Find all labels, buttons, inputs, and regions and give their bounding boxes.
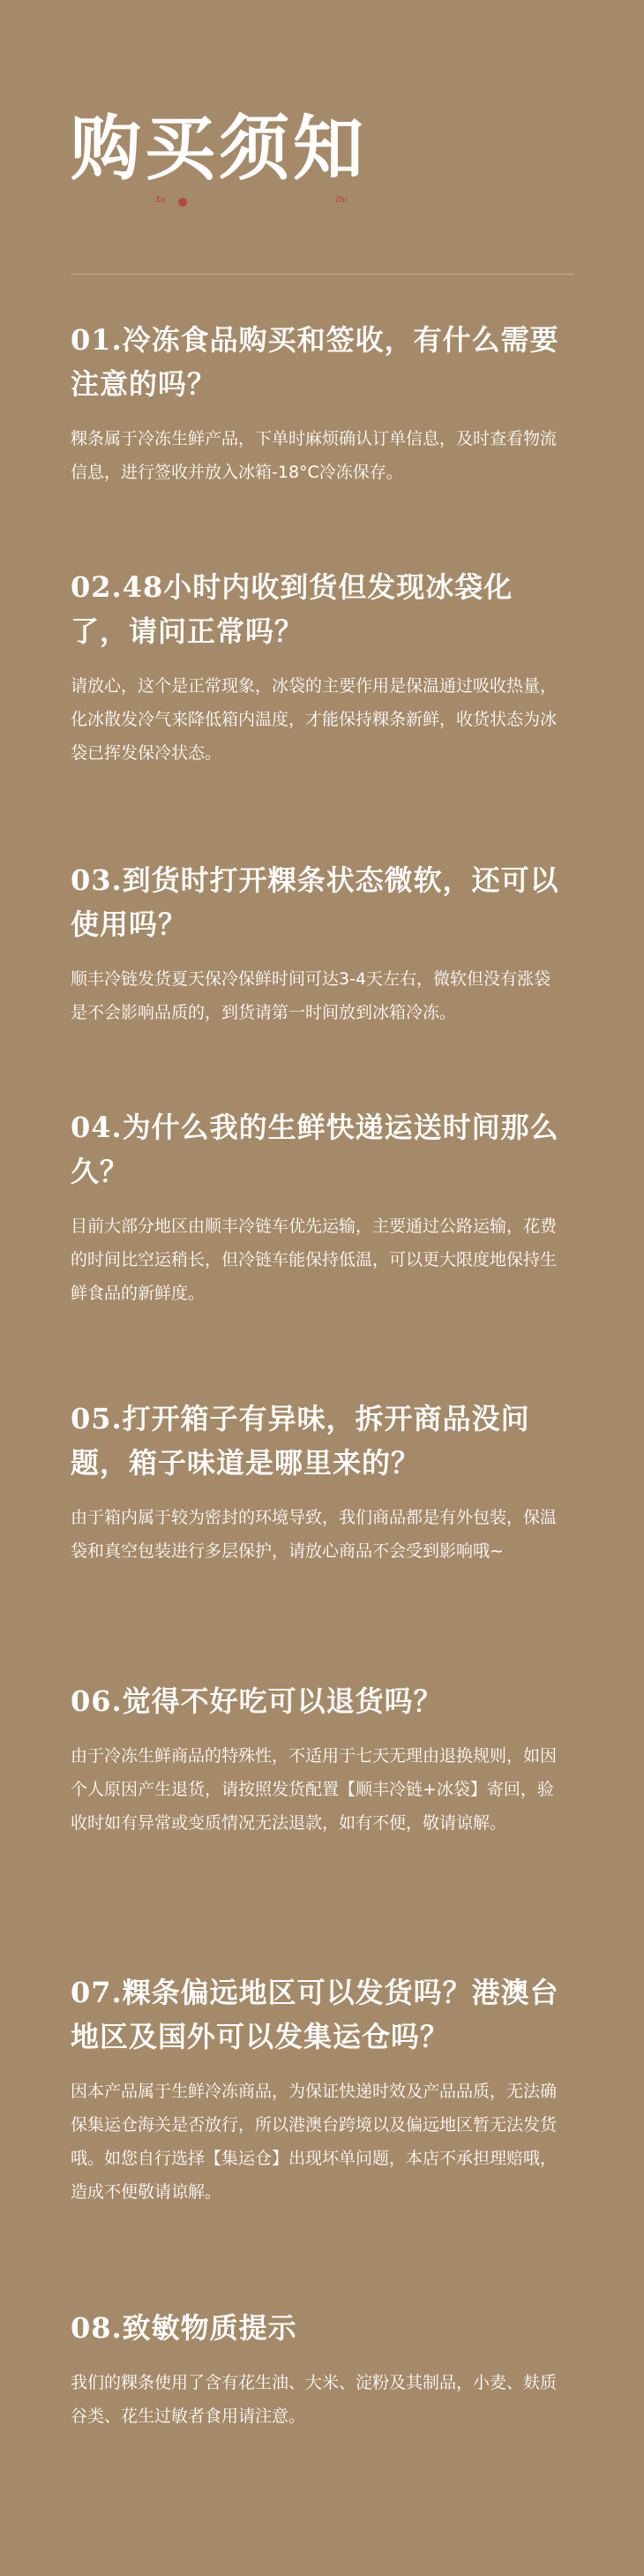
faq-question: 02.48小时内收到货但发现冰袋化了，请问正常吗？ — [71, 570, 513, 648]
faq-item-3 — [71, 858, 565, 1029]
header — [71, 104, 573, 210]
page-title: 购买须知 — [71, 107, 367, 190]
faq-answer: 由于冷冻生鲜商品的特殊性，不适用于七天无理由退换规则，如因个人原因产生退货，请按照发货配置【顺丰冷链+冰袋】寄回，验收时如有异常或变质情况无法退款，如有不便，敬请谅解。 — [71, 1746, 558, 1833]
faq-item-2 — [71, 565, 565, 770]
faq-answer: 请放心，这个是正常现象，冰袋的主要作用是保温通过吸收热量，化冰散发冷气来降低箱内温度，才能保持粿条新鲜，收货状态为冰袋已挥发保冷状态。 — [71, 676, 558, 763]
faq-answer: 粿条属于冷冻生鲜产品，下单时麻烦确认订单信息，及时查看物流信息，进行签收并放入冰箱-18°C冷冻保存。 — [71, 429, 558, 482]
faq-question: 07.粿条偏远地区可以发货吗？港澳台地区及国外可以发集运仓吗？ — [71, 1976, 559, 2053]
faq-question: 05.打开箱子有异味，拆开商品没问题，箱子味道是哪里来的？ — [71, 1402, 530, 1480]
faq-item-5 — [71, 1397, 565, 1568]
faq-item-6 — [71, 1679, 565, 1840]
faq-item-8 — [71, 2306, 565, 2433]
title-roman-right: Zhi — [335, 195, 348, 205]
faq-answer: 目前大部分地区由顺丰冷链车优先运输，主要通过公路运输，花费的时间比空运稍长，但冷链车能保持低温，可以更大限度地保持生鲜食品的新鲜度。 — [71, 1216, 558, 1303]
faq-question: 06.觉得不好吃可以退货吗？ — [71, 1684, 443, 1718]
faq-answer: 顺丰冷链发货夏天保冷保鲜时间可达3-4天左右，微软但没有涨袋是不会影响品质的，到货请第一时间放到冰箱冷冻。 — [71, 969, 551, 1022]
faq-item-1 — [71, 318, 565, 489]
faq-item-4 — [71, 1105, 565, 1310]
faq-item-7 — [71, 1970, 565, 2209]
faq-question: 01.冷冻食品购买和签收，有什么需要注意的吗？ — [71, 323, 559, 401]
title-roman-left: Xu — [155, 195, 166, 205]
faq-question: 03.到货时打开粿条状态微软，还可以使用吗？ — [71, 863, 559, 941]
faq-answer: 我们的粿条使用了含有花生油、大米、淀粉及其制品，小麦、麸质谷类、花生过敏者食用请注意。 — [71, 2373, 558, 2426]
faq-answer: 因本产品属于生鲜冷冻商品，为保证快递时效及产品品质，无法确保集运仓海关是否放行，所以港澳台跨境以及偏远地区暂无法发货哦。如您自行选择【集运仓】出现坏单问题，本店不承担理赔哦，造成不便敬请谅解。 — [71, 2082, 558, 2202]
faq-answer: 由于箱内属于较为密封的环境导致，我们商品都是有外包装，保温袋和真空包装进行多层保护，请放心商品不会受到影响哦~ — [71, 1508, 558, 1561]
header-divider — [71, 274, 573, 275]
faq-question: 04.为什么我的生鲜快递运送时间那么久？ — [71, 1111, 559, 1188]
faq-question: 08.致敏物质提示 — [71, 2311, 297, 2345]
title-mark-left — [178, 198, 187, 207]
